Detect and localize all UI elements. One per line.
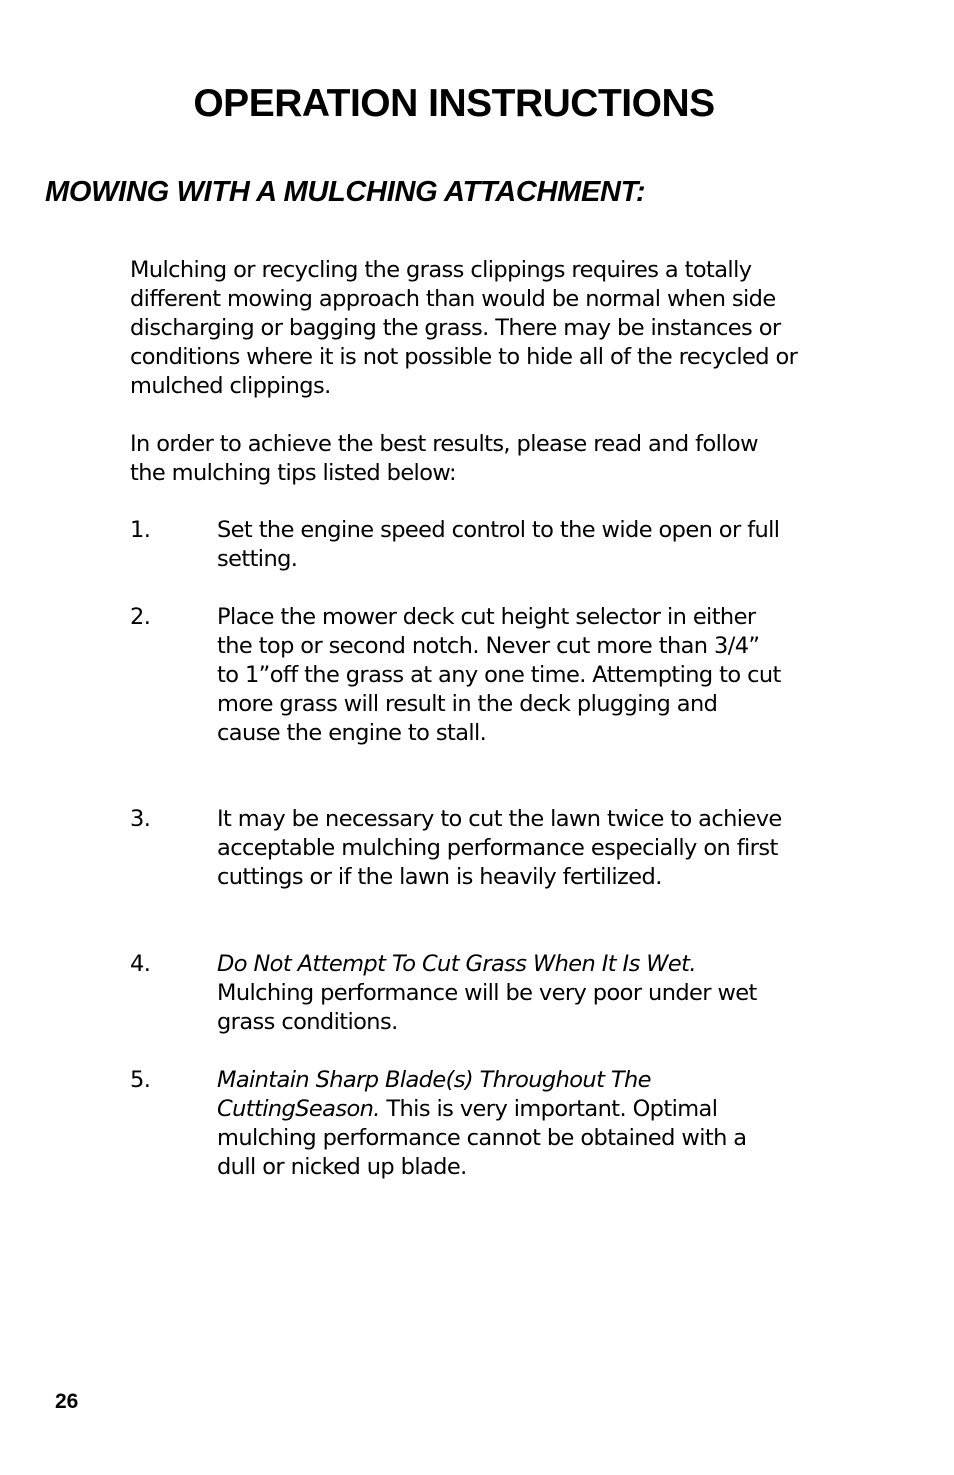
tip-number: 4. bbox=[130, 951, 151, 977]
page-title: OPERATION INSTRUCTIONS bbox=[193, 82, 715, 125]
intro-paragraph: Mulching or recycling the grass clippings requires a totally different mowing approach than would be normal when side discharging or bagging the grass. There may be instances or conditions where it is not possible to hide all of the recycled or mulched clippings. bbox=[130, 257, 798, 399]
section-heading: MOWING WITH A MULCHING ATTACHMENT: bbox=[45, 176, 646, 208]
tip-body bbox=[217, 1066, 782, 1182]
intro-paragraph: In order to achieve the best results, please read and follow the mulching tips listed below: bbox=[130, 431, 758, 486]
tip-text: It may be necessary to cut the lawn twice to achieve acceptable mulching performance especially on first cuttings or if the lawn is heavily fertilized. bbox=[217, 806, 782, 890]
tip-text: This is very important. Optimal mulching performance cannot be obtained with a dull or nicked up blade. bbox=[217, 1096, 747, 1180]
tip-emphasis: Maintain Sharp Blade(s) Throughout The CuttingSeason. bbox=[217, 1067, 651, 1122]
tip-text: Place the mower deck cut height selector in either the top or second notch. Never cut more than 3/4” to 1”off the grass at any one time. Attempting to cut more grass will result in the deck plugging and cause the engine to stall. bbox=[217, 604, 781, 746]
tip-body bbox=[217, 950, 782, 1037]
tip-number: 5. bbox=[130, 1067, 151, 1093]
tip-number: 3. bbox=[130, 806, 151, 832]
tip-text: Set the engine speed control to the wide open or full setting. bbox=[217, 517, 780, 572]
tip-number: 1. bbox=[130, 517, 151, 543]
page-number: 26 bbox=[55, 1390, 79, 1413]
tip-text: Mulching performance will be very poor under wet grass conditions. bbox=[217, 980, 757, 1035]
tip-number: 2. bbox=[130, 604, 151, 630]
tip-emphasis: Do Not Attempt To Cut Grass When It Is Wet. bbox=[217, 951, 696, 977]
